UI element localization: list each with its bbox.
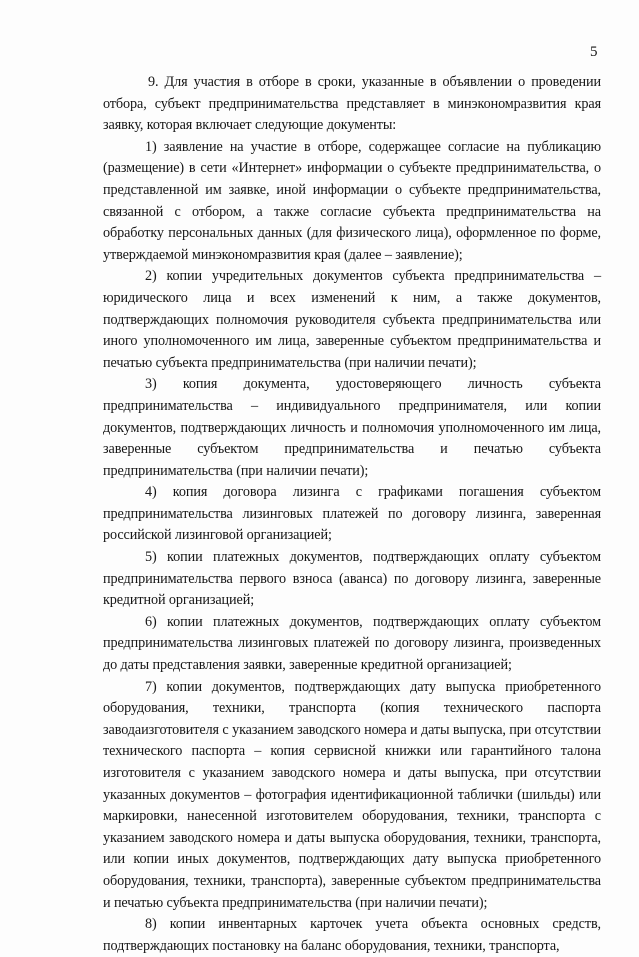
list-item-3: 3) копия документа, удостоверяющего личность субъекта предпринимательства – индивидуального предпринимателя, или копии документов, подтверждающих личность и полномочия уполномоченного им лица, заверенные субъектом предпринимательства и печатью субъекта предпринимательства (при наличии печати); (103, 376, 601, 479)
page-number: 5 (590, 44, 598, 60)
list-item-1: 1) заявление на участие в отборе, содержащее согласие на публикацию (размещение) в сети «Интернет» информации о субъекте предпринимательства, о представленной им заявке, иной информации о субъекте предпринимательства, связанной с отбором, а также согласие субъекта предпринимательства на обработку персональных данных (для физического лица), оформленное по форме, утверждаемой минэкономразвития края (далее – заявление); (103, 138, 601, 263)
document-body (103, 72, 601, 957)
list-item-2: 2) копии учредительных документов субъекта предпринимательства – юридического лица и всех изменений к ним, а также документов, подтверждающих полномочия руководителя субъекта предпринимательства или иного уполномоченного им лица, заверенные субъектом предпринимательства и печатью субъекта предпринимательства (при наличии печати); (103, 268, 601, 371)
paragraph-9-intro: 9. Для участия в отборе в сроки, указанные в объявлении о проведении отбора, субъект предпринимательства представляет в минэкономразвития края заявку, которая включает следующие документы: (103, 74, 601, 134)
list-item-8: 8) копии инвентарных карточек учета объекта основных средств, подтверждающих постановку на баланс оборудования, техники, транспорта, (103, 916, 601, 954)
list-item-7: 7) копии документов, подтверждающих дату выпуска приобретенного оборудования, техники, транспорта (копия технического паспорта заводаизготовителя с указанием заводского номера и даты выпуска, при отсутствии технического паспорта – копия сервисной книжки или гарантийного талона изготовителя с указанием заводского номера и даты выпуска, при отсутствии указанных документов – фотография идентификационной таблички (шильды) или маркировки, нанесенной изготовителем оборудования, техники, транспорта с указанием заводского номера и даты выпуска оборудования, техники, транспорта, или копии иных документов, подтверждающих дату выпуска приобретенного оборудования, техники, транспорта), заверенные субъектом предпринимательства и печатью субъекта предпринимательства (при наличии печати); (103, 678, 601, 911)
list-item-6: 6) копии платежных документов, подтверждающих оплату субъектом предпринимательства лизинговых платежей по договору лизинга, произведенных до даты представления заявки, заверенные кредитной организацией; (103, 613, 601, 674)
list-item-5: 5) копии платежных документов, подтверждающих оплату субъектом предпринимательства первого взноса (аванса) по договору лизинга, заверенные кредитной организацией; (103, 549, 601, 609)
list-item-4: 4) копия договора лизинга с графиками погашения субъектом предпринимательства лизинговых платежей по договору лизинга, заверенная российской лизинговой организацией; (103, 484, 601, 544)
